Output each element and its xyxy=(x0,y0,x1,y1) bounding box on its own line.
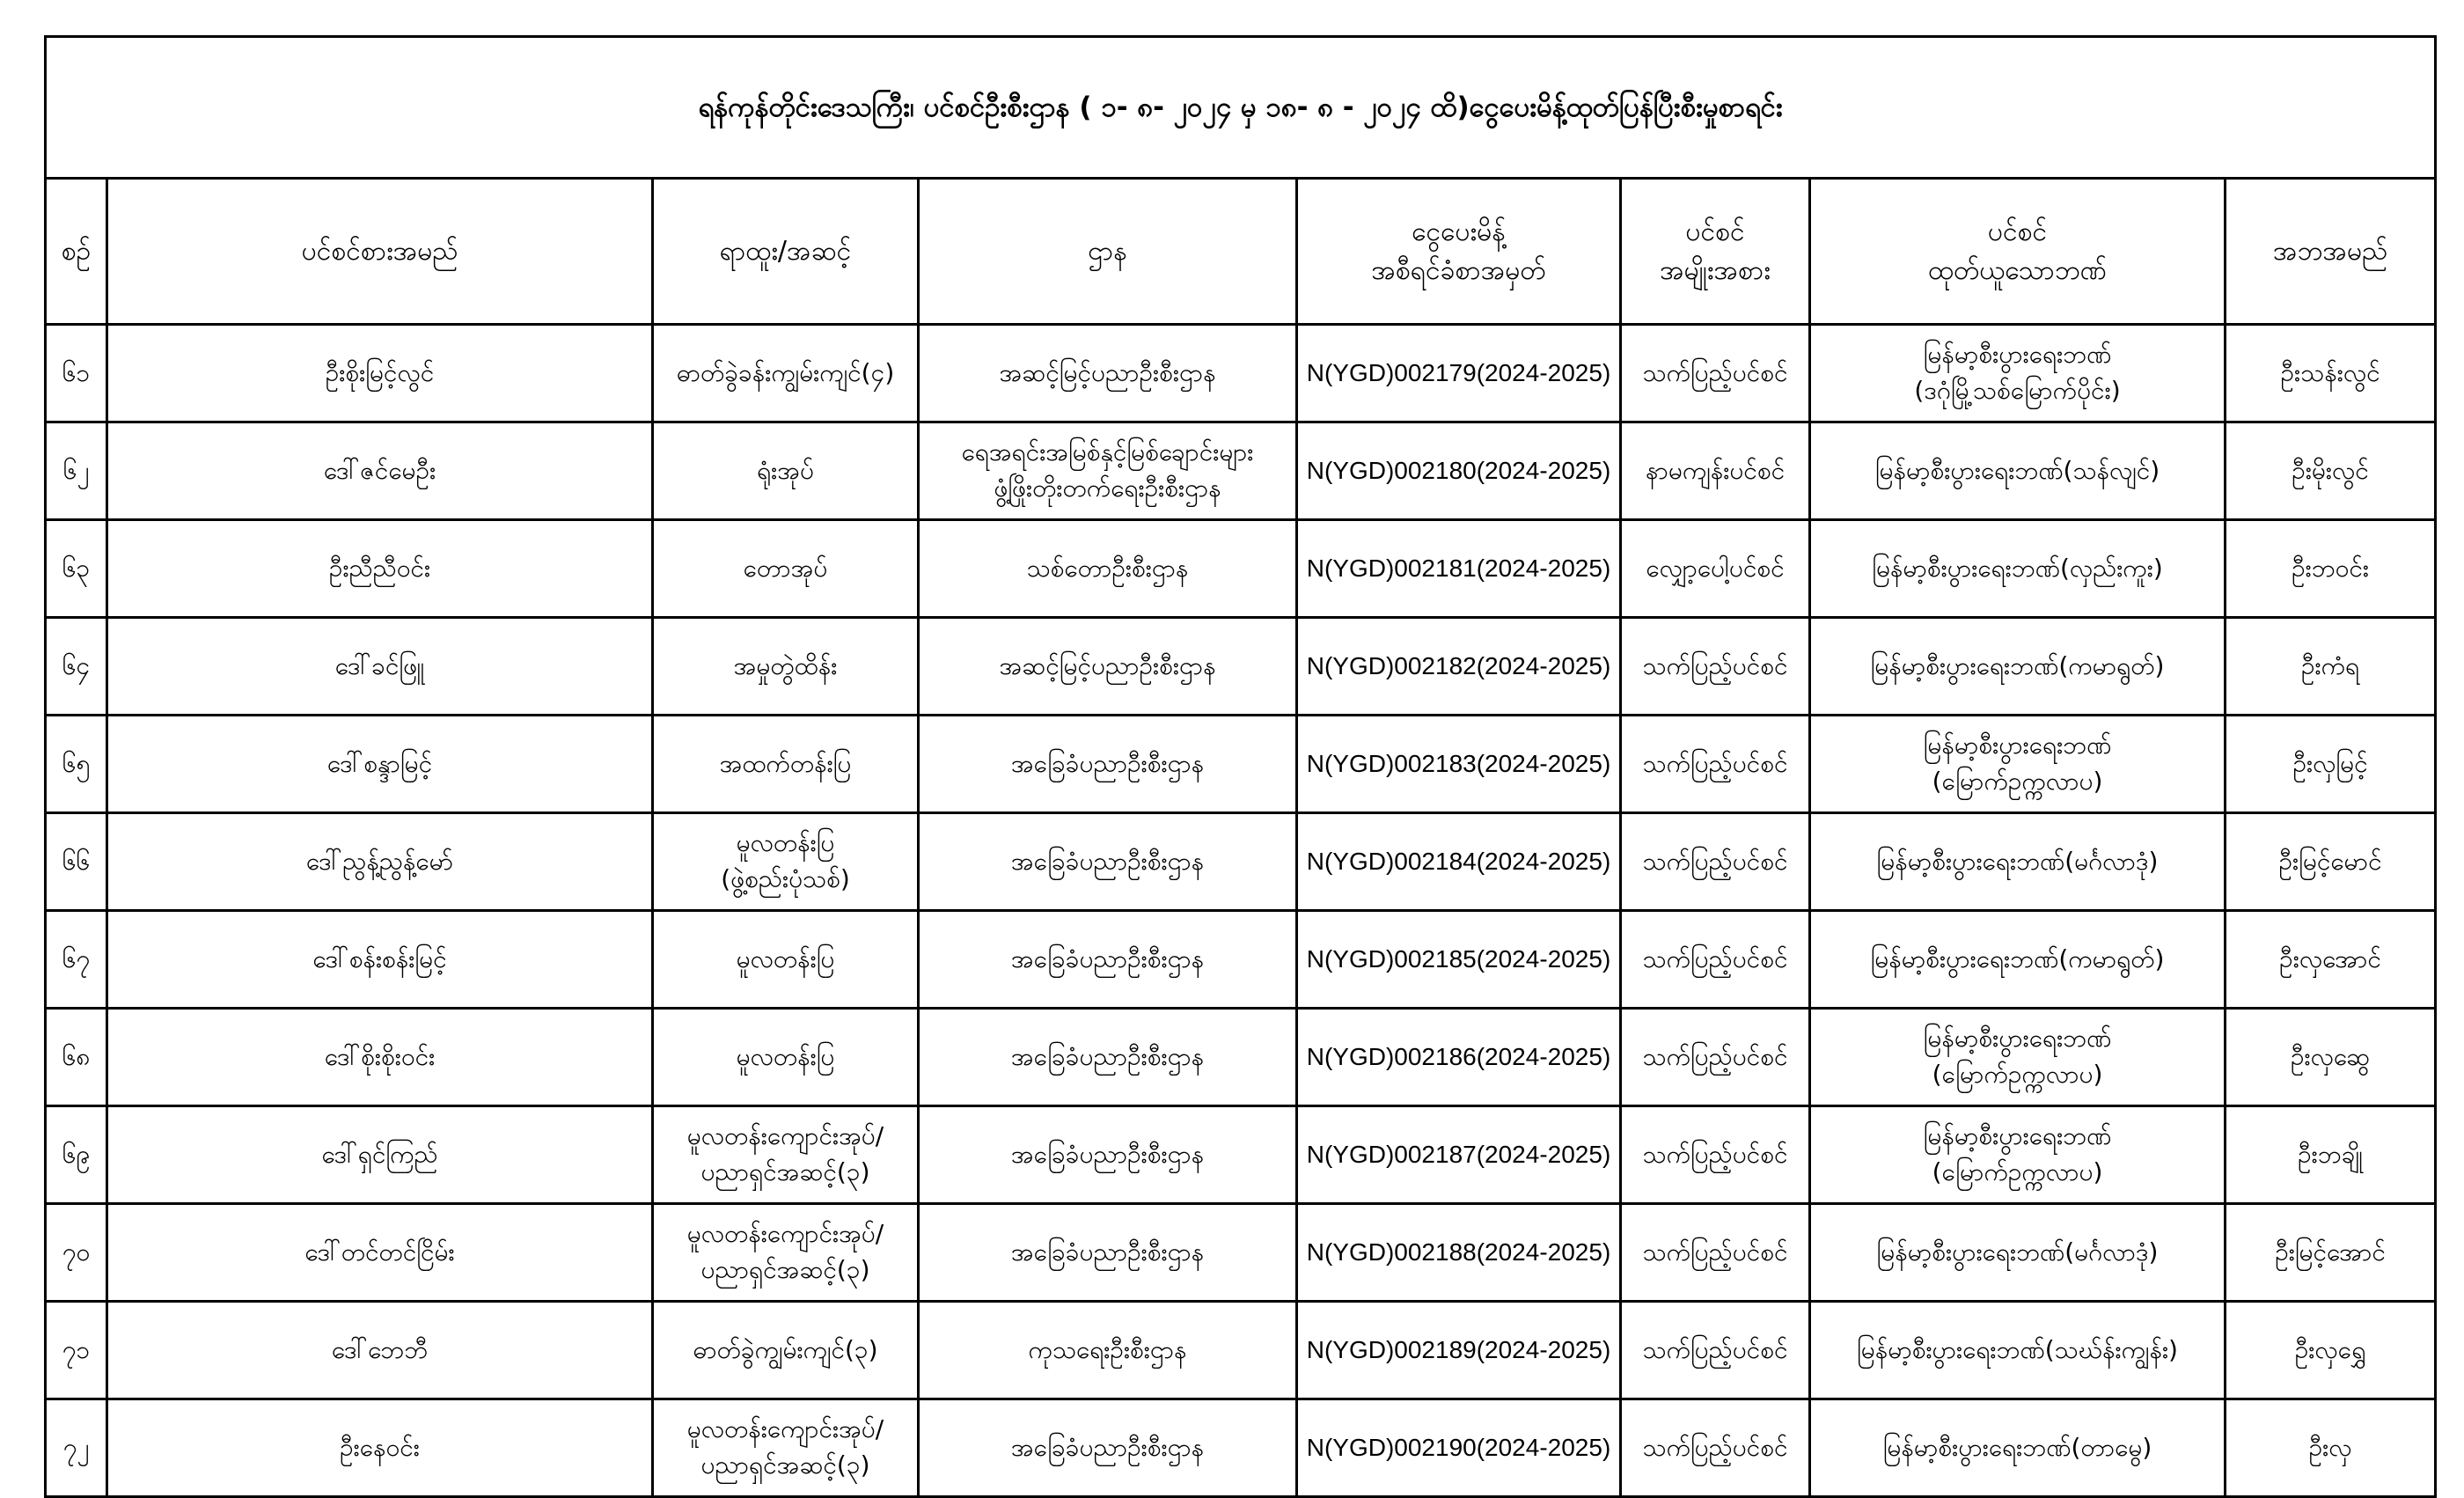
cell-bank-line1: မြန်မာ့စီးပွားရေးဘဏ်(သန်လျင်) xyxy=(1874,455,2160,485)
cell-bank-line1: မြန်မာ့စီးပွားရေးဘဏ်(တာမွေ) xyxy=(1882,1432,2152,1462)
cell-department-line1: ရေအရင်းအမြစ်နှင့်မြစ်ချောင်းများ xyxy=(961,437,1254,467)
cell-no: ၆၇ xyxy=(46,911,107,1009)
cell-bank xyxy=(1810,813,2226,911)
cell-name: ဒေါ်ညွန့်ညွန့်မော် xyxy=(107,813,653,911)
cell-type: သက်ပြည့်ပင်စင် xyxy=(1621,325,1810,422)
cell-type: သက်ပြည့်ပင်စင် xyxy=(1621,911,1810,1009)
cell-bank-line1: မြန်မာ့စီးပွားရေးဘဏ် xyxy=(1923,731,2112,760)
header-name: ပင်စင်စားအမည် xyxy=(107,179,653,325)
cell-no: ၆၄ xyxy=(46,618,107,716)
cell-department xyxy=(919,911,1297,1009)
cell-position xyxy=(653,422,919,520)
cell-department-line1: အခြေခံပညာဦးစီးဌာန xyxy=(1010,1237,1205,1267)
cell-bank xyxy=(1810,716,2226,813)
cell-name: ဦးစိုးမြင့်လွင် xyxy=(107,325,653,422)
cell-name: ဒေါ်စန်းစန်းမြင့် xyxy=(107,911,653,1009)
cell-no: ၆၃ xyxy=(46,520,107,618)
cell-no: ၆၁ xyxy=(46,325,107,422)
cell-type: သက်ပြည့်ပင်စင် xyxy=(1621,1302,1810,1399)
cell-no: ၆၅ xyxy=(46,716,107,813)
cell-position-line2: ပညာရှင်အဆင့်(၃) xyxy=(700,1450,870,1480)
cell-license: N(YGD)002189(2024-2025) xyxy=(1297,1302,1621,1399)
cell-department-line1: သစ်တောဦးစီးဌာန xyxy=(1026,553,1189,583)
cell-father: ဦးလှမြင့် xyxy=(2226,716,2436,813)
cell-department-line1: အဆင့်မြင့်ပညာဦးစီးဌာန xyxy=(999,357,1216,387)
table-body xyxy=(46,325,2436,1497)
cell-bank xyxy=(1810,1302,2226,1399)
cell-department xyxy=(919,1302,1297,1399)
cell-position-line1: မူလတန်းကျောင်းအုပ်/ xyxy=(686,1219,884,1249)
cell-type: နာမကျန်းပင်စင် xyxy=(1621,422,1810,520)
cell-father: ဦးဘဝင်း xyxy=(2226,520,2436,618)
cell-position xyxy=(653,1106,919,1204)
header-type-line1: ပင်စင် xyxy=(1685,217,1745,247)
cell-position-line1: တောအုပ် xyxy=(743,553,828,583)
cell-name: ဒေါ်ရှင်ကြည် xyxy=(107,1106,653,1204)
cell-father: ဦးလှ xyxy=(2226,1399,2436,1497)
document-title: ရန်ကုန်တိုင်းဒေသကြီး၊ ပင်စင်ဦးစီးဌာန ( ၁- ၈- ၂၀၂၄ မှ ၁၈- ၈ - ၂၀၂၄ ထိ)ငွေပေးမိန့်ထုတ်ပြန်ပြီးစီးမှုစာရင်း xyxy=(46,37,2436,179)
table-row xyxy=(46,716,2436,813)
cell-position-line1: ဓာတ်ခွဲခန်းကျွမ်းကျင်(၄) xyxy=(676,357,895,387)
table-row xyxy=(46,1399,2436,1497)
cell-department xyxy=(919,1009,1297,1106)
cell-bank xyxy=(1810,325,2226,422)
cell-position xyxy=(653,911,919,1009)
cell-no: ၆၆ xyxy=(46,813,107,911)
cell-position-line1: အမှုတွဲထိန်း xyxy=(733,650,838,680)
cell-father: ဦးမိုးလွင် xyxy=(2226,422,2436,520)
cell-father: ဦးလှဆွေ xyxy=(2226,1009,2436,1106)
cell-name: ဒေါ်စိုးစိုးဝင်း xyxy=(107,1009,653,1106)
header-license-line1: ငွေပေးမိန့် xyxy=(1412,217,1506,247)
header-type-line2: အမျိုးအစား xyxy=(1660,254,1771,286)
cell-no: ၇၀ xyxy=(46,1204,107,1302)
cell-father: ဦးကံရ xyxy=(2226,618,2436,716)
cell-father: ဦးသန်းလွင် xyxy=(2226,325,2436,422)
cell-no: ၆၂ xyxy=(46,422,107,520)
cell-position-line1: မူလတန်းပြ xyxy=(736,1041,835,1071)
cell-license: N(YGD)002179(2024-2025) xyxy=(1297,325,1621,422)
cell-department-line1: အခြေခံပညာဦးစီးဌာန xyxy=(1010,1432,1205,1462)
pension-table xyxy=(44,35,2437,1498)
cell-bank xyxy=(1810,1106,2226,1204)
cell-department xyxy=(919,1204,1297,1302)
cell-bank-line1: မြန်မာ့စီးပွားရေးဘဏ်(ကမာရွတ်) xyxy=(1870,944,2165,973)
cell-license: N(YGD)002183(2024-2025) xyxy=(1297,716,1621,813)
cell-bank xyxy=(1810,422,2226,520)
header-license-line2: အစီရင်ခံစာအမှတ် xyxy=(1371,254,1546,286)
cell-name: ဒေါ်ခင်ဖြူ xyxy=(107,618,653,716)
cell-bank xyxy=(1810,911,2226,1009)
cell-department-line1: အခြေခံပညာဦးစီးဌာန xyxy=(1010,944,1205,973)
cell-position xyxy=(653,520,919,618)
cell-position-line1: ရုံးအုပ် xyxy=(757,455,814,485)
cell-type: သက်ပြည့်ပင်စင် xyxy=(1621,618,1810,716)
cell-position xyxy=(653,325,919,422)
cell-name: ဒေါ်စန္ဒာမြင့် xyxy=(107,716,653,813)
header-no: စဉ် xyxy=(46,179,107,325)
cell-position xyxy=(653,1399,919,1497)
cell-position xyxy=(653,1204,919,1302)
cell-name: ဒေါ်ဘေဘီ xyxy=(107,1302,653,1399)
cell-position xyxy=(653,813,919,911)
cell-type: သက်ပြည့်ပင်စင် xyxy=(1621,1009,1810,1106)
cell-department-line1: အဆင့်မြင့်ပညာဦးစီးဌာန xyxy=(999,650,1216,680)
cell-type: လျှော့ပေါ့ပင်စင် xyxy=(1621,520,1810,618)
cell-position-line1: မူလတန်းပြ xyxy=(736,828,835,858)
cell-department xyxy=(919,1399,1297,1497)
cell-position-line1: အထက်တန်းပြ xyxy=(719,748,852,778)
cell-position-line2: ပညာရှင်အဆင့်(၃) xyxy=(700,1157,870,1186)
cell-bank xyxy=(1810,520,2226,618)
table-row xyxy=(46,813,2436,911)
header-license xyxy=(1297,179,1621,325)
cell-department xyxy=(919,422,1297,520)
cell-position-line1: မူလတန်းပြ xyxy=(736,944,835,973)
cell-bank-line1: မြန်မာ့စီးပွားရေးဘဏ်(ကမာရွတ်) xyxy=(1870,650,2165,680)
table-row xyxy=(46,1009,2436,1106)
cell-no: ၇၂ xyxy=(46,1399,107,1497)
cell-department-line1: အခြေခံပညာဦးစီးဌာန xyxy=(1010,748,1205,778)
table-row xyxy=(46,422,2436,520)
table-row xyxy=(46,911,2436,1009)
cell-bank-line1: မြန်မာ့စီးပွားရေးဘဏ် xyxy=(1923,340,2112,370)
cell-position-line1: ဓာတ်ခွဲကျွမ်းကျင်(၃) xyxy=(693,1334,878,1364)
table-row xyxy=(46,618,2436,716)
cell-bank-line1: မြန်မာ့စီးပွားရေးဘဏ်(မင်္ဂလာဒုံ) xyxy=(1876,1237,2159,1267)
cell-license: N(YGD)002186(2024-2025) xyxy=(1297,1009,1621,1106)
table-row xyxy=(46,1302,2436,1399)
cell-position xyxy=(653,1009,919,1106)
table-row xyxy=(46,325,2436,422)
cell-department-line1: အခြေခံပညာဦးစီးဌာန xyxy=(1010,846,1205,876)
cell-bank-line1: မြန်မာ့စီးပွားရေးဘဏ်(မင်္ဂလာဒုံ) xyxy=(1876,846,2159,876)
cell-type: သက်ပြည့်ပင်စင် xyxy=(1621,716,1810,813)
cell-department-line1: ကုသရေးဦးစီးဌာန xyxy=(1028,1334,1187,1364)
cell-position-line2: (ဖွဲ့စည်းပုံသစ်) xyxy=(721,864,850,893)
cell-license: N(YGD)002187(2024-2025) xyxy=(1297,1106,1621,1204)
table-row xyxy=(46,1106,2436,1204)
header-bank-line2: ထုတ်ယူသောဘဏ် xyxy=(1928,254,2107,286)
cell-bank-line1: မြန်မာ့စီးပွားရေးဘဏ် xyxy=(1923,1024,2112,1054)
cell-position-line2: ပညာရှင်အဆင့်(၃) xyxy=(700,1255,870,1284)
table-row xyxy=(46,1204,2436,1302)
cell-name: ဒေါ်တင်တင်ငြိမ်း xyxy=(107,1204,653,1302)
header-type xyxy=(1621,179,1810,325)
cell-no: ၆၈ xyxy=(46,1009,107,1106)
cell-bank-line2: (ဒဂုံမြို့သစ်မြောက်ပိုင်း) xyxy=(1914,376,2121,405)
cell-no: ၆၉ xyxy=(46,1106,107,1204)
title-row xyxy=(46,37,2436,179)
cell-no: ၇၁ xyxy=(46,1302,107,1399)
cell-bank-line1: မြန်မာ့စီးပွားရေးဘဏ်(လှည်းကူး) xyxy=(1872,553,2163,583)
cell-type: သက်ပြည့်ပင်စင် xyxy=(1621,1399,1810,1497)
cell-position xyxy=(653,1302,919,1399)
cell-position xyxy=(653,716,919,813)
cell-position-line1: မူလတန်းကျောင်းအုပ်/ xyxy=(686,1414,884,1444)
cell-name: ဒေါ်ဇင်မေဦး xyxy=(107,422,653,520)
cell-position xyxy=(653,618,919,716)
cell-bank-line2: (မြောက်ဥက္ကလာပ) xyxy=(1932,1060,2103,1089)
cell-father: ဦးမြင့်မောင် xyxy=(2226,813,2436,911)
cell-father: ဦးဘချို xyxy=(2226,1106,2436,1204)
cell-department-line1: အခြေခံပညာဦးစီးဌာန xyxy=(1010,1139,1205,1169)
cell-license: N(YGD)002182(2024-2025) xyxy=(1297,618,1621,716)
table-row xyxy=(46,520,2436,618)
cell-license: N(YGD)002184(2024-2025) xyxy=(1297,813,1621,911)
cell-father: ဦးလှအောင် xyxy=(2226,911,2436,1009)
cell-bank xyxy=(1810,1399,2226,1497)
header-department: ဌာန xyxy=(919,179,1297,325)
header-bank xyxy=(1810,179,2226,325)
cell-name: ဦးညီညီဝင်း xyxy=(107,520,653,618)
cell-bank xyxy=(1810,1009,2226,1106)
cell-type: သက်ပြည့်ပင်စင် xyxy=(1621,813,1810,911)
cell-department xyxy=(919,1106,1297,1204)
cell-department xyxy=(919,618,1297,716)
cell-department-line2: ဖွံ့ဖြိုးတိုးတက်ရေးဦးစီးဌာန xyxy=(994,474,1221,503)
cell-department xyxy=(919,325,1297,422)
cell-bank xyxy=(1810,1204,2226,1302)
cell-type: သက်ပြည့်ပင်စင် xyxy=(1621,1204,1810,1302)
cell-department xyxy=(919,716,1297,813)
cell-bank xyxy=(1810,618,2226,716)
header-bank-line1: ပင်စင် xyxy=(1987,217,2048,247)
cell-bank-line2: (မြောက်ဥက္ကလာပ) xyxy=(1932,767,2103,796)
cell-bank-line2: (မြောက်ဥက္ကလာပ) xyxy=(1932,1157,2103,1186)
cell-bank-line1: မြန်မာ့စီးပွားရေးဘဏ် xyxy=(1923,1121,2112,1151)
cell-type: သက်ပြည့်ပင်စင် xyxy=(1621,1106,1810,1204)
cell-bank-line1: မြန်မာ့စီးပွားရေးဘဏ်(သဃ်န်းကျွန်း) xyxy=(1857,1334,2178,1364)
cell-license: N(YGD)002185(2024-2025) xyxy=(1297,911,1621,1009)
header-position: ရာထူး/အဆင့် xyxy=(653,179,919,325)
cell-department xyxy=(919,813,1297,911)
header-row xyxy=(46,179,2436,325)
cell-father: ဦးလှရွှေ xyxy=(2226,1302,2436,1399)
cell-father: ဦးမြင့်အောင် xyxy=(2226,1204,2436,1302)
header-father: အဘအမည် xyxy=(2226,179,2436,325)
cell-license: N(YGD)002181(2024-2025) xyxy=(1297,520,1621,618)
cell-position-line1: မူလတန်းကျောင်းအုပ်/ xyxy=(686,1121,884,1151)
cell-department-line1: အခြေခံပညာဦးစီးဌာန xyxy=(1010,1041,1205,1071)
cell-department xyxy=(919,520,1297,618)
cell-license: N(YGD)002190(2024-2025) xyxy=(1297,1399,1621,1497)
cell-license: N(YGD)002180(2024-2025) xyxy=(1297,422,1621,520)
cell-name: ဦးနေဝင်း xyxy=(107,1399,653,1497)
cell-license: N(YGD)002188(2024-2025) xyxy=(1297,1204,1621,1302)
